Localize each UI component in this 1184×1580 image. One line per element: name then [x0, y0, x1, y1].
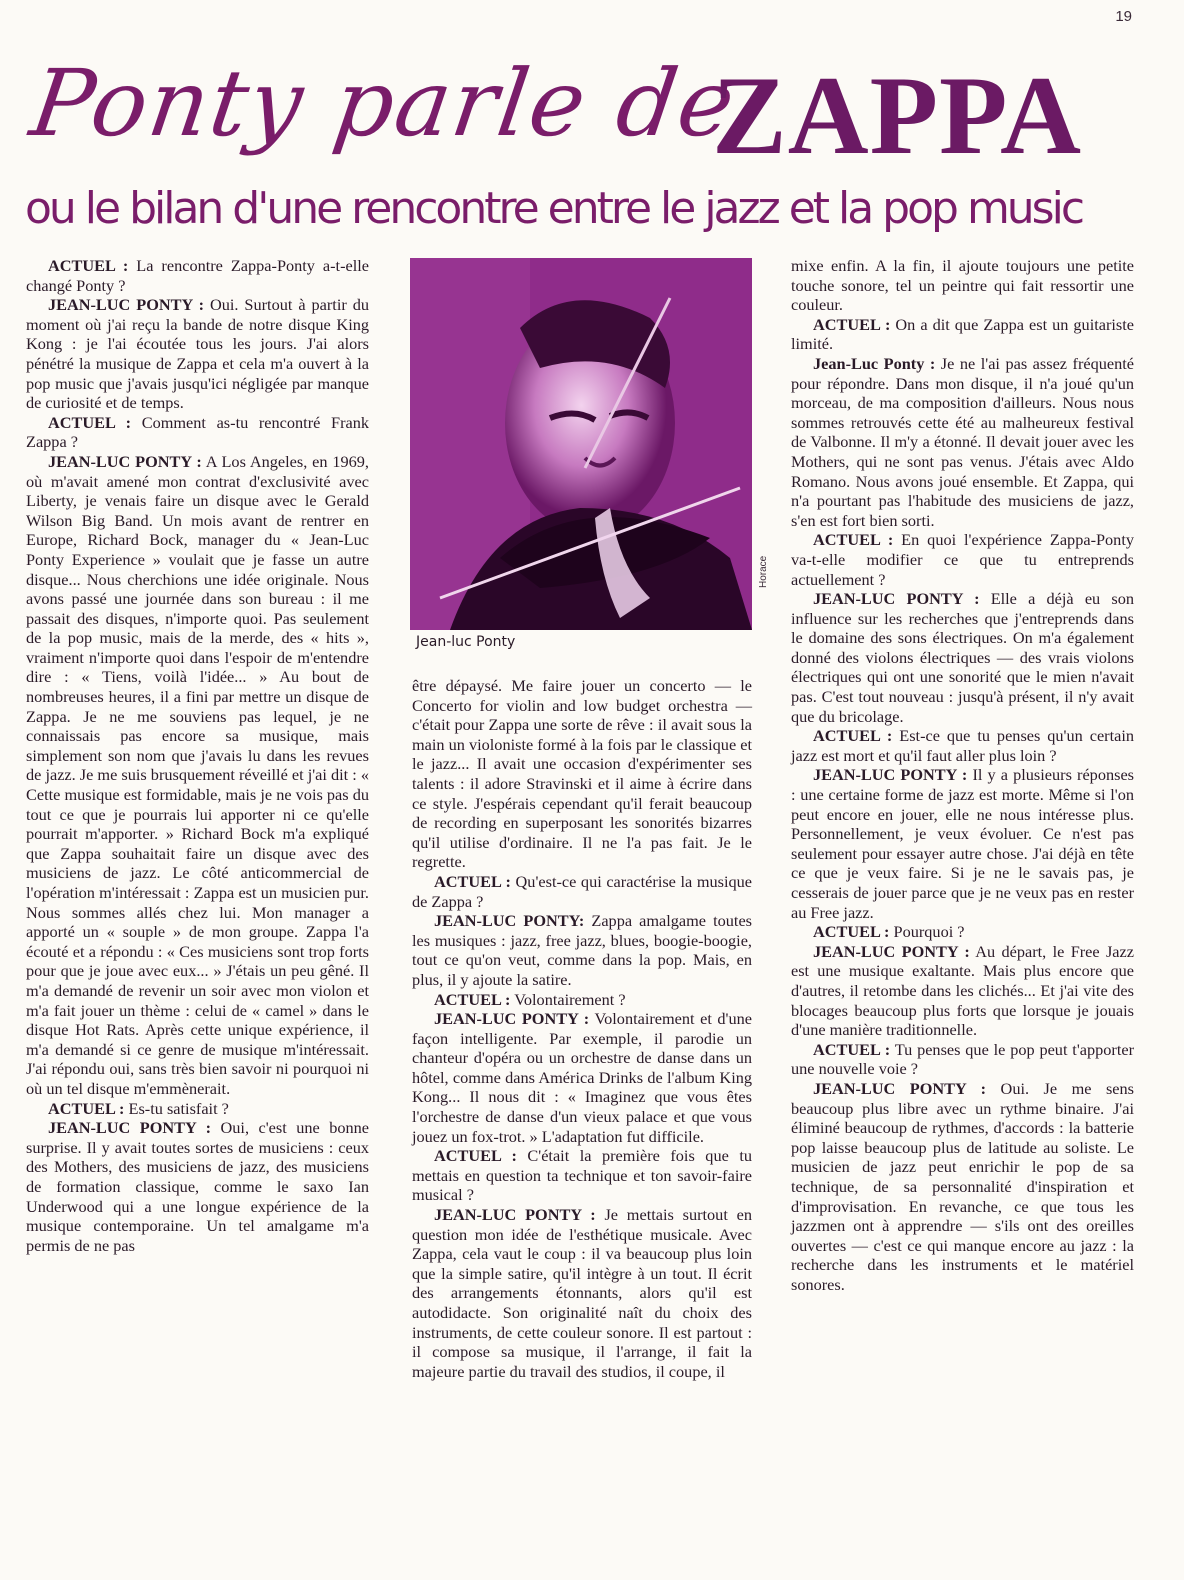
photo-credit: Horace: [758, 555, 769, 588]
speaker-label: JEAN-LUC PONTY :: [434, 1205, 596, 1225]
violinist-illustration: [410, 258, 752, 630]
speaker-label: JEAN-LUC PONTY :: [813, 1078, 987, 1098]
paragraph: [791, 942, 1134, 1040]
paragraph-text: Au départ, le Free Jazz est une musique exaltante. Mais plus encore que d'autres, il retombe dans les clichés... Et j'ai vite des blocages beaucoup plus forts que lorsque je jouais d'une manière traditionnelle.: [791, 941, 1134, 1040]
paragraph: [412, 676, 752, 872]
paragraph: [791, 315, 1134, 354]
paragraph-text: Volontairement ?: [510, 989, 626, 1009]
photo-block: [410, 258, 769, 650]
speaker-label: JEAN-LUC PONTY :: [48, 1118, 212, 1138]
paragraph-text: Qu'est-ce qui caractérise la musique de Zappa ?: [412, 871, 752, 911]
speaker-label: JEAN-LUC PONTY :: [813, 589, 980, 609]
speaker-label: JEAN-LUC PONTY :: [813, 941, 970, 961]
article-column-2: [412, 676, 752, 1381]
paragraph-text: En quoi l'expérience Zappa-Ponty va-t-elle modifier ce que tu entreprends actuellement ?: [791, 530, 1134, 589]
speaker-label: ACTUEL :: [48, 1098, 125, 1118]
paragraph: [791, 922, 1134, 942]
paragraph-text: La rencontre Zappa-Ponty a-t-elle changé Ponty ?: [26, 256, 369, 295]
subtitle: ou le bilan d'une rencontre entre le jazz et la pop music: [25, 183, 1083, 234]
speaker-label: JEAN-LUC PONTY :: [434, 1009, 590, 1029]
paragraph-text: C'était la première fois que tu mettais en question ta technique et ton savoir-faire musical ?: [412, 1146, 752, 1205]
speaker-label: ACTUEL :: [48, 256, 129, 275]
paragraph-text: Est-ce que tu penses qu'un certain jazz est mort et qu'il faut aller plus loin ?: [791, 726, 1135, 765]
paragraph: [412, 872, 752, 911]
paragraph-text: Es-tu satisfait ?: [124, 1098, 229, 1118]
headline: [22, 42, 1162, 182]
paragraph: [26, 256, 369, 295]
paragraph-text: Oui. Surtout à partir du moment où j'ai reçu la bande de notre disque King Kong : je l'ai écoutée tous les jours. J'ai alors pénétré la musique de Zappa et cela m'a ouvert à la pop music que j'avais jusqu'ici négligée par manque de curiosité et de temps.: [26, 295, 369, 413]
speaker-label: Jean-Luc Ponty :: [813, 353, 936, 373]
paragraph-text: mixe enfin. A la fin, il ajoute toujours une petite touche sonore, tel un peintre qui fait ressortir une couleur.: [791, 256, 1134, 315]
paragraph-text: Oui, c'est une bonne surprise. Il y avait toutes sortes de musiciens : ceux des Mothers, des musiciens de jazz, des musiciens de formation classique, comme le saxo Ian Underwood qui a une longue expérience de la musique contemporaine. Un tel amalgame m'a permis de ne pas: [26, 1118, 369, 1255]
paragraph: [791, 726, 1134, 765]
paragraph: [26, 1099, 369, 1119]
speaker-label: ACTUEL :: [813, 726, 893, 746]
speaker-label: ACTUEL :: [813, 530, 894, 550]
title-script: Ponty parle de: [24, 50, 743, 157]
paragraph: [412, 1009, 752, 1146]
paragraph: [26, 452, 369, 1099]
portrait-photo: [410, 258, 752, 630]
paragraph-text: On a dit que Zappa est un guitariste limité.: [791, 314, 1135, 354]
speaker-label: ACTUEL :: [813, 922, 890, 942]
paragraph-text: Tu penses que le pop peut t'apporter une nouvelle voie ?: [791, 1039, 1134, 1079]
paragraph-text: Je mettais surtout en question mon idée de l'esthétique musicale. Avec Zappa, cela vaut le coup : il va beaucoup plus loin que la simple satire, qu'il intègre à un tout. Il écrit des arrangements étonnants, alors qu'il est autodidacte. Son originalité naît du choix des instruments, de cette couleur sonore. Il est partout : il compose sa musique, il l'arrange, il fait la majeure partie du travail des studios, il coupe, il: [412, 1205, 752, 1381]
paragraph: [412, 990, 752, 1010]
paragraph: [791, 354, 1134, 530]
speaker-label: ACTUEL :: [48, 412, 132, 432]
speaker-label: ACTUEL :: [813, 314, 891, 334]
paragraph: [791, 589, 1134, 726]
paragraph: [412, 911, 752, 989]
paragraph: [791, 530, 1134, 589]
paragraph-text: Il y a plusieurs réponses : une certaine forme de jazz est morte. Même si l'on peut encore en jouer, elle ne nous intéresse plus. Personnellement, je veux évoluer. Ce n'est pas seulement pour essayer autre chose. J'ai déjà en tête ce que je veux faire. Si je ne le savais pas, je cesserais de jouer parce que je ne veux pas en rester au Free jazz.: [791, 765, 1135, 922]
paragraph-text: Oui. Je me sens beaucoup plus libre avec un rythme binaire. J'ai éliminé beaucoup de rythmes, d'accords : la batterie pop laisse beaucoup plus de latitude au soliste. Le musicien de jazz peut enrichir le pop de sa technique, de sa personnalité d'inspiration et d'improvisation. En revanche, ce que tous les jazzmen ont à apprendre — s'ils ont des oreilles ouvertes — c'est ce qui manque encore au jazz : la recherche dans les instruments et le matériel sonores.: [791, 1078, 1134, 1294]
paragraph: [412, 1146, 752, 1205]
paragraph-text: Je ne l'ai pas assez fréquenté pour répondre. Dans mon disque, il n'a joué qu'un morceau, de ma composition d'ailleurs. Nous nous sommes retrouvés cette été au malheureux festival de Valbonne. Il m'y a étonné. Il devait jouer avec les Mothers, qui ne sont pas venus. J'étais avec Aldo Romano. Nous avons joué ensemble. Et Zappa, qui n'a pourtant pas l'habitude des musiciens de jazz, s'en est fort bien sorti.: [791, 353, 1134, 530]
speaker-label: JEAN-LUC PONTY:: [434, 911, 585, 931]
article-column-3: [791, 256, 1134, 1294]
speaker-label: ACTUEL :: [813, 1039, 891, 1059]
photo-caption: Jean-luc Ponty: [416, 634, 516, 650]
title-bold: ZAPPA: [712, 54, 1082, 178]
paragraph: [26, 1118, 369, 1255]
speaker-label: ACTUEL :: [434, 989, 511, 1009]
paragraph: [26, 295, 369, 413]
paragraph-text: être dépaysé. Me faire jouer un concerto — le Concerto for violin and low budget orchestra — c'était pour Zappa une sorte de rêve : il avait sous la main un violoniste formé à la fois par le classique et le jazz... Il avait une occasion d'expérimenter ses talents : il adore Stravinski et il aime à écrire dans ce style. J'espérais cependant qu'il ferait beaucoup de recording en superposant les sonorités bizarres qu'il utilise d'ordinaire. Il ne l'a pas fait. Je le regrette.: [412, 676, 752, 872]
speaker-label: ACTUEL :: [434, 1146, 517, 1166]
article-column-1: [26, 256, 369, 1255]
speaker-label: ACTUEL :: [434, 871, 511, 891]
speaker-label: JEAN-LUC PONTY :: [48, 295, 205, 315]
paragraph-text: Elle a déjà eu son influence sur les recherches que j'entreprends dans le domaine des sons électriques. On m'a également donné des violons électriques — des vrais violons électriques qui ont une sonorité que le mien n'avait pas. C'est tout nouveau : jusqu'à présent, il n'y avait que du bricolage.: [791, 589, 1134, 726]
paragraph: [791, 256, 1134, 315]
paragraph-text: Zappa amalgame toutes les musiques : jazz, free jazz, blues, boogie-boogie, tout ce qu'on veut, comme dans la pop. Mais, en plus, il y ajoute la satire.: [412, 911, 753, 989]
speaker-label: JEAN-LUC PONTY :: [813, 765, 968, 785]
paragraph: [791, 1079, 1134, 1295]
paragraph-text: Volontairement et d'une façon intelligente. Par exemple, il parodie un chanteur d'opéra ou un orchestre de danse dans un hôtel, comme dans América Drinks de l'album King Kong... Il nous dit : « Imaginez que vous êtes l'orchestre de danse d'un vieux palace et que vous jouez un fox-trot. » L'adaptation fut difficile.: [412, 1009, 752, 1146]
paragraph: [26, 413, 369, 452]
paragraph: [791, 1040, 1134, 1079]
paragraph: [791, 765, 1134, 922]
paragraph-text: Pourquoi ?: [889, 922, 965, 942]
paragraph-text: A Los Angeles, en 1969, où m'avait amené mon contrat d'exclusivité avec Liberty, je venais faire un disque avec le Gerald Wilson Big Band. Un mois avant de rentrer en Europe, Richard Bock, manager du « Jean-Luc Ponty Experience » voulait que je fasse un autre disque... Nous cherchions une idée originale. Nous avons passé une journée dans son bureau : il me passait des disques, n'importe quoi. Pas seulement de la pop music, mais de la merde, des « hits », vraiment n'importe quoi dans l'espoir de m'entendre dire : « Tiens, voilà l'idée... » Au bout de nombreuses heures, il a fini par mettre un disque de Zappa. Je ne me souviens pas lequel, je ne connaissais pas encore sa musique, mais simplement son nom que j'avais lu dans les revues de jazz. Je me suis brusquement réveillé et j'ai dit : « Cette musique est formidable, mais je ne vois pas du tout ce que je pourrais lui apporter ni ce qu'elle pourrait m'apporter. » Richard Bock m'a expliqué que Zappa souhaitait faire un disque avec des musiciens de jazz. Le côté anticommercial de l'opération m'intéressait : Zappa est un musicien pur. Nous sommes allés chez lui. Mon manager a apporté un « souple » de mon groupe. Zappa l'a écouté et a répondu : « Ces musiciens sont trop forts pour que je joue avec eux... » J'étais un peu gêné. Il m'a demandé de revenir un soir avec mon violon et m'a fait jouer un thème : celui de « camel » dans le disque Hot Rats. Après cette unique expérience, il m'a demandé si ce genre de musique m'intéressait. J'ai répondu oui, sans très bien savoir ni pourquoi ni où un tel disque m'emmènerait.: [26, 451, 369, 1098]
paragraph: [412, 1205, 752, 1381]
speaker-label: JEAN-LUC PONTY :: [48, 451, 202, 471]
page-number: 19: [1115, 8, 1132, 25]
paragraph-text: Comment as-tu rencontré Frank Zappa ?: [26, 412, 369, 452]
